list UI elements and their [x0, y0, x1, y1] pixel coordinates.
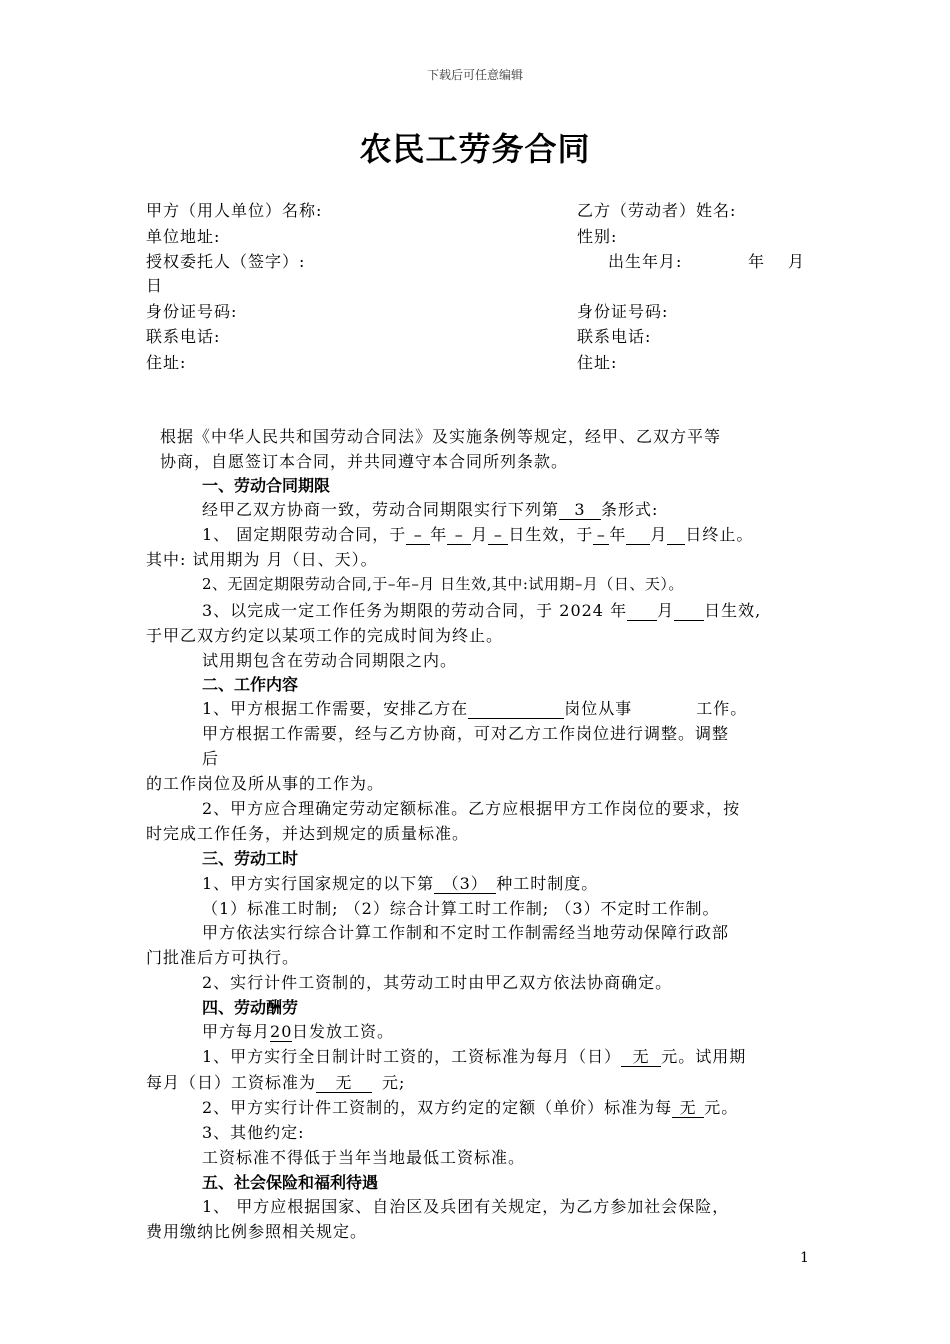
s1-form-number: 3 [559, 501, 601, 520]
s5-paragraph-1: 1、 甲方应根据国家、自治区及兵团有关规定，为乙方参加社会保险， [202, 1197, 730, 1216]
s2-paragraph-1: 1、甲方根据工作需要，安排乙方在 岗位从事 工作。 [202, 699, 748, 718]
s4-payday-value: 20 [270, 1022, 293, 1041]
party-b-gender-label: 性别: [577, 227, 618, 246]
s1-paragraph-2: 1、 固定期限劳动合同，于 – 年 – 月 – 日生效，于 – 年 月 日终止。 [202, 525, 754, 544]
party-a-agent-label: 授权委托人（签字）: [146, 252, 306, 271]
s1-paragraph-3: 其中: 试用期为 月（日、天）。 [146, 550, 378, 569]
party-a-home-label: 住址: [146, 353, 187, 372]
section-5-heading: 五、社会保险和福利待遇 [202, 1173, 379, 1192]
party-b-birth-month: 月 [788, 252, 806, 271]
party-a-address-label: 单位地址: [146, 227, 221, 246]
s4-paragraph-4: 2、甲方实行计件工资制的，双方约定的定额（单价）标准为每 无 元。 [202, 1098, 739, 1117]
s1-paragraph-7: 试用期包含在劳动合同期限之内。 [202, 651, 458, 670]
s1-paragraph-1: 经甲乙双方协商一致，劳动合同期限实行下列第 3 条形式: [202, 500, 659, 519]
party-a-name-label: 甲方（用人单位）名称: [146, 201, 323, 220]
s2-paragraph-6: 时完成工作任务，并达到规定的质量标准。 [146, 824, 470, 843]
s4-paragraph-1: 甲方每月20日发放工资。 [202, 1022, 395, 1041]
s3-hours-system-value: （3） [434, 875, 496, 894]
s1-paragraph-6: 于甲乙双方约定以某项工作的完成时间为终止。 [146, 626, 504, 645]
s2-paragraph-3: 后 [202, 749, 220, 768]
document-title: 农民工劳务合同 [359, 130, 591, 168]
s1-paragraph-4: 2、无固定期限劳动合同,于–年–月 日生效,其中:试用期–月（日、天）。 [202, 575, 684, 593]
party-a-phone-label: 联系电话: [146, 327, 221, 346]
s3-paragraph-1: 1、甲方实行国家规定的以下第 （3） 种工时制度。 [202, 874, 599, 893]
s4-paragraph-6: 工资标准不得低于当年当地最低工资标准。 [202, 1148, 526, 1167]
party-a-id-label: 身份证号码: [146, 302, 238, 321]
section-1-heading: 一、劳动合同期限 [202, 476, 331, 495]
party-b-birth-year: 年 [748, 252, 766, 271]
page-number: 1 [800, 1250, 809, 1266]
s3-paragraph-4: 门批准后方可执行。 [146, 948, 300, 967]
s2-paragraph-5: 2、甲方应合理确定劳动定额标准。乙方应根据甲方工作岗位的要求，按 [202, 799, 741, 818]
intro-line-1: 根据《中华人民共和国劳动合同法》及实施条例等规定，经甲、乙双方平等 [160, 427, 722, 446]
s4-paragraph-2: 1、甲方实行全日制计时工资的，工资标准为每月（日） 无 元。试用期 [202, 1047, 747, 1066]
section-4-heading: 四、劳动酬劳 [202, 998, 299, 1017]
party-a-agent-tail: 日 [146, 276, 164, 295]
party-b-phone-label: 联系电话: [577, 327, 652, 346]
s4-paragraph-3: 每月（日）工资标准为 无 元; [146, 1073, 406, 1092]
page-header: 下载后可任意编辑 [426, 68, 523, 82]
section-3-heading: 三、劳动工时 [202, 849, 299, 868]
party-b-birth-label: 出生年月: [608, 252, 683, 271]
s3-paragraph-2: （1）标准工时制; （2）综合计算工时工作制; （3）不定时工作制。 [202, 899, 720, 918]
s5-paragraph-2: 费用缴纳比例参照相关规定。 [146, 1222, 368, 1241]
party-b-id-label: 身份证号码: [577, 302, 669, 321]
s2-paragraph-2: 甲方根据工作需要，经与乙方协商，可对乙方工作岗位进行调整。调整 [202, 724, 730, 743]
s1-paragraph-5: 3、以完成一定工作任务为期限的劳动合同，于 2024 年 月 日生效, [202, 601, 762, 620]
party-b-name-label: 乙方（劳动者）姓名: [577, 201, 737, 220]
s3-paragraph-3: 甲方依法实行综合计算工作制和不定时工作制需经当地劳动保障行政部 [202, 923, 730, 942]
s4-paragraph-5: 3、其他约定: [202, 1123, 305, 1142]
s2-paragraph-4: 的工作岗位及所从事的工作为。 [146, 774, 385, 793]
s3-paragraph-5: 2、实行计件工资制的，其劳动工时由甲乙双方依法协商确定。 [202, 973, 673, 992]
section-2-heading: 二、工作内容 [202, 675, 299, 694]
party-b-home-label: 住址: [577, 353, 618, 372]
intro-line-2: 协商，自愿签订本合同，并共同遵守本合同所列条款。 [160, 452, 569, 471]
